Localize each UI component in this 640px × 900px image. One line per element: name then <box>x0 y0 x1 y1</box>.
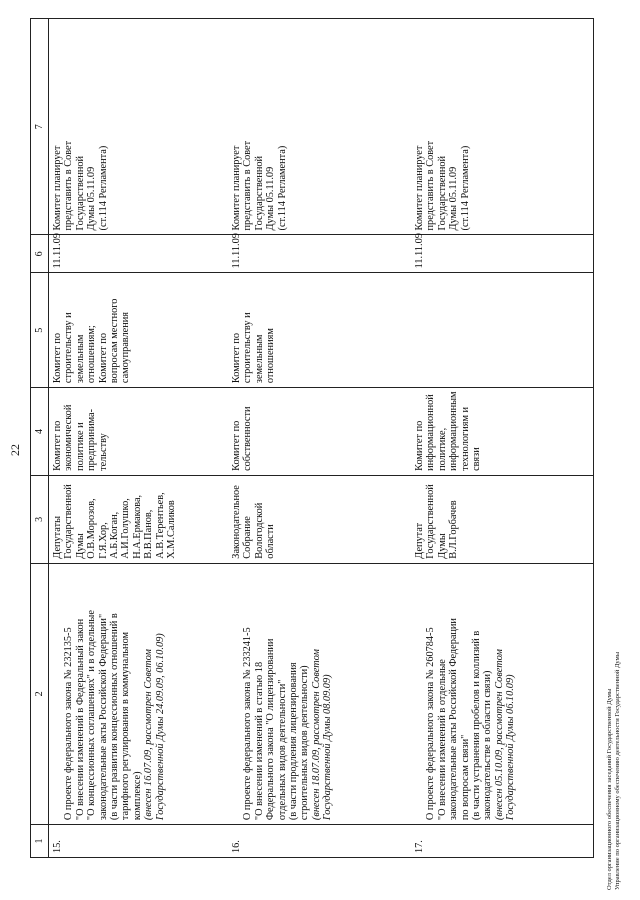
bill-text: О проекте федерального закона № 260784-5 "О внесении изменений в отдельные законодательные акты Российской Федерации по вопросам связи" (в части устранения пробелов и коллизий в законодательстве в области связи) <box>425 618 494 821</box>
bill-note: (внесен 05.10.09, рассмотрен Советом Государственной Думы 06.10.09) <box>493 649 517 821</box>
footer-line-2: Управление по организационному обеспечению деятельности Государственной Думы <box>614 651 621 890</box>
row-number: 17. <box>414 840 425 853</box>
author: Депутат Государственной Думы В.Л.Горбачев <box>414 484 460 559</box>
status: Комитет планирует представить в Совет Государственной Думы 05.11.09 (ст.114 Регламента) <box>231 140 288 231</box>
date: 11.11.09 <box>414 233 425 269</box>
author: Депутаты Государственной Думы О.В.Морозов, Г.Я.Хор, А.Б.Коган, А.И.Голушко, Н.А.Ермакова, В.В.Панов, А.В.Терентьев, Х.М.Саликов <box>52 484 178 559</box>
page-number: 22 <box>8 444 22 456</box>
column-number <box>49 824 593 857</box>
col-header-3: 3 <box>31 475 48 563</box>
status: Комитет планирует представить в Совет Государственной Думы 05.11.09 (ст.114 Регламента) <box>414 140 471 231</box>
bill-note: (внесен 18.07.09, рассмотрен Советом Государственной Думы 08.09.09) <box>310 649 334 821</box>
col-header-7: 7 <box>34 124 45 130</box>
col-header-6: 6 <box>31 234 48 272</box>
bill-description <box>231 567 334 820</box>
row-number: 15. <box>52 840 63 853</box>
bills-table <box>30 18 594 858</box>
bill-text: О проекте федерального закона № 233241-5 "О внесении изменений в статью 18 Федерального закона "О лицензировании отдельных видов деятельности" (в части продления лицензирования строительных видов деятельности) <box>242 627 311 821</box>
column-co-committee <box>49 272 593 387</box>
footer-line-1: Отдел организационного обеспечения заседаний Государственной Думы <box>606 688 613 890</box>
date: 11.11.09 <box>52 233 63 269</box>
table-body <box>49 19 593 857</box>
committee: Комитет по собственности <box>231 406 254 471</box>
column-date <box>49 234 593 272</box>
committee: Комитет по экономической политике и предпринима- тельству <box>52 404 109 471</box>
bill-note: (внесен 16.07.09, рассмотрен Советом Государственной Думы 24.09.09, 06.10.09) <box>143 633 166 821</box>
date: 11.11.09 <box>231 233 242 269</box>
bill-description <box>414 567 517 820</box>
co-committee: Комитет по строительству и земельным отношениям <box>231 312 277 384</box>
table-header <box>31 19 49 857</box>
col-header-1: 1 <box>31 824 48 857</box>
bill-text: О проекте федерального закона № 232135-5 "О внесении изменений в Федеральный закон "О концессионных соглашениях" и в отдельные законодательные акты Российской Федерации" (в части развития концессионных отношений в тарифного регулирования в коммунальном комплексе) <box>63 610 143 821</box>
co-committee: Комитет по строительству и земельным отношениям; Комитет по вопросам местного самоуправления <box>52 298 132 384</box>
column-author <box>49 475 593 563</box>
column-bill <box>49 563 593 824</box>
footer <box>606 652 622 890</box>
row-number: 16. <box>231 840 242 853</box>
status: Комитет планирует представить в Совет Государственной Думы 05.11.09 (ст.114 Регламента) <box>52 140 109 231</box>
column-committee <box>49 387 593 475</box>
committee: Комитет по информационной политике, информационным технологиям и связи <box>414 391 483 471</box>
bill-description <box>52 567 166 820</box>
col-header-4: 4 <box>31 387 48 475</box>
col-header-5: 5 <box>31 272 48 387</box>
col-header-2: 2 <box>31 563 48 824</box>
author: Законодательное Собрание Вологодской области <box>231 485 277 559</box>
column-status <box>49 19 593 234</box>
